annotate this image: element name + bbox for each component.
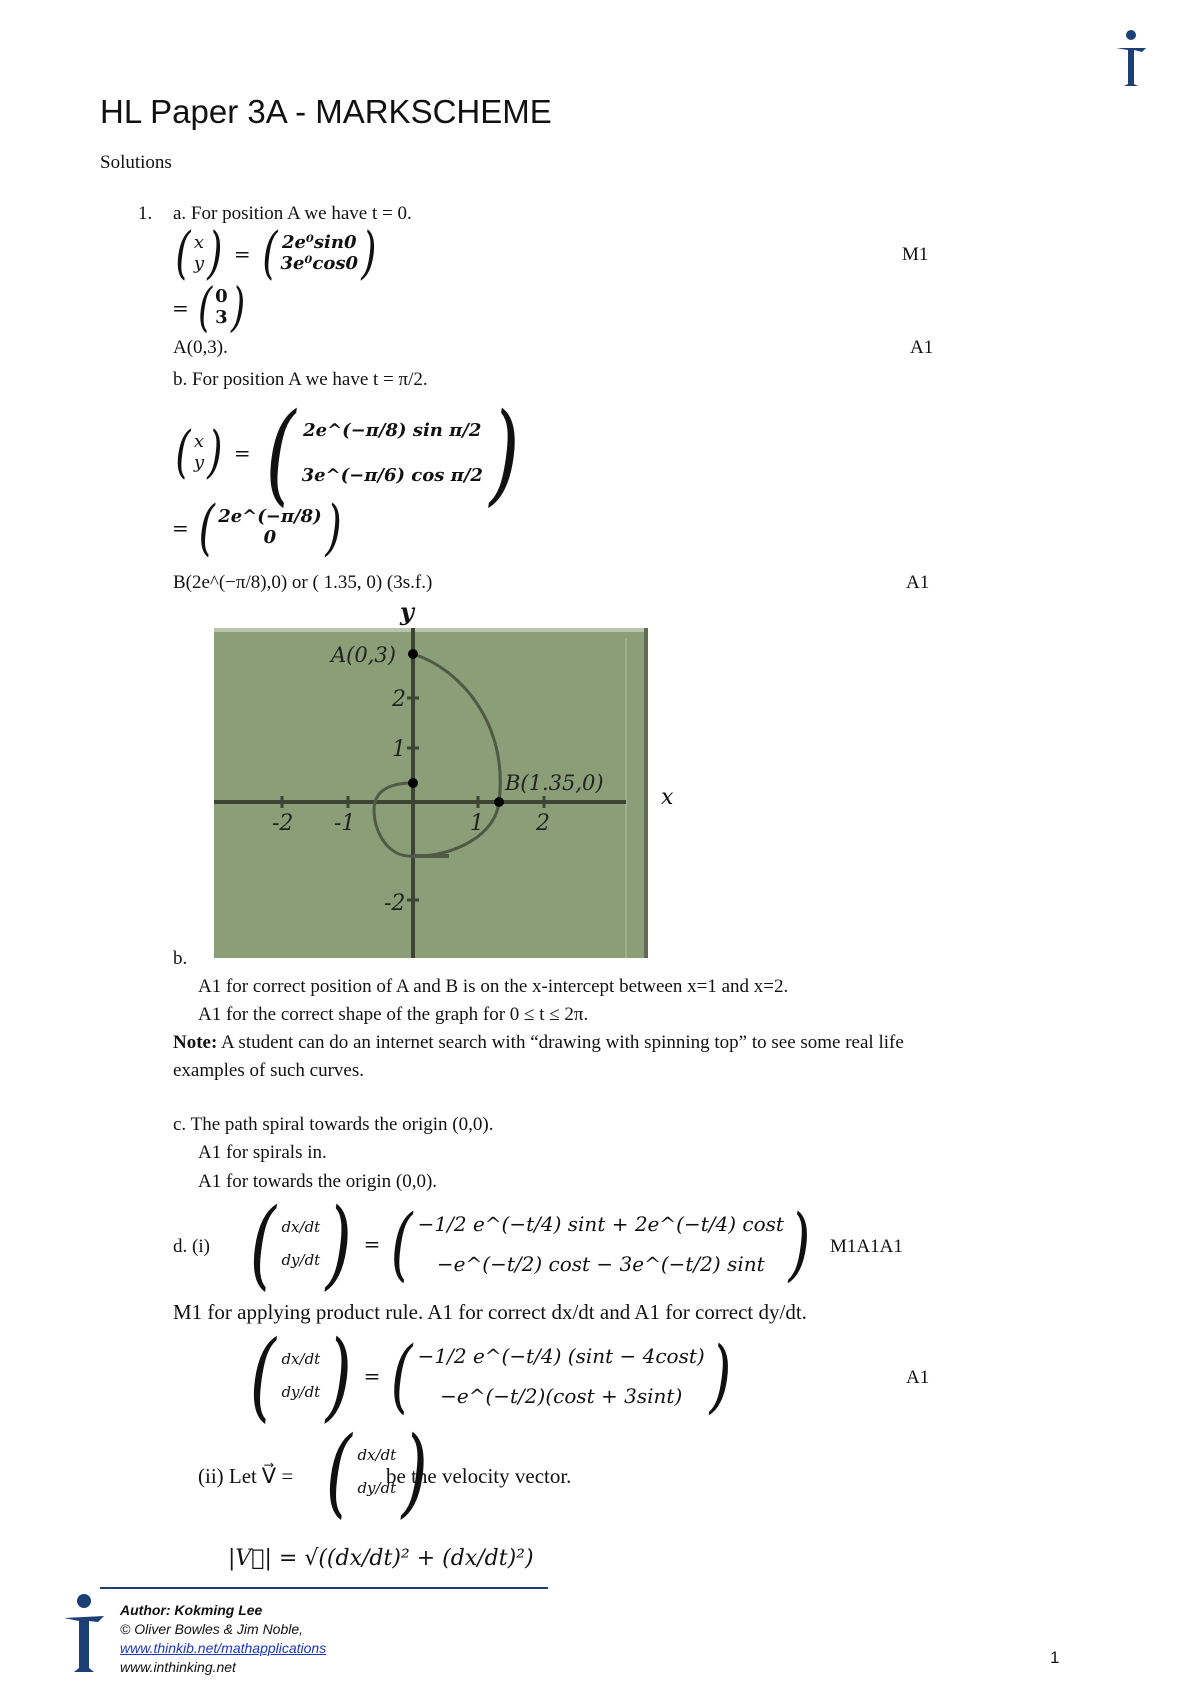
graph-y-label: y	[400, 597, 414, 626]
graph-point-b-label: B(1.35,0)	[505, 771, 604, 795]
mark-a1-b: A1	[906, 572, 930, 593]
part-a-result: = ( 0 3 )	[172, 278, 245, 338]
part-dii-label: (ii) Let V⃗ =	[198, 1464, 294, 1488]
y-tick-label: 2	[392, 687, 406, 712]
vector-rhs-y: 3e⁰cos0	[280, 253, 358, 274]
point-b-text: B(2e^(−π/8),0) or ( 1.35, 0) (3s.f.)	[173, 572, 433, 593]
vector-rhs-x: 2e⁰sin0	[282, 232, 357, 254]
spiral-graph	[214, 628, 648, 958]
mark-m1: M1	[902, 244, 929, 265]
part-d-simplified: ( dx/dt dy/dt ) = ( −1/2 e^(−t/4) (sint − 4cost) −e^(−t/2)(cost + 3sint) )	[249, 1320, 732, 1432]
part-a-equation: ( x y ) = ( 2e⁰sin0 3e⁰cos0 )	[175, 221, 377, 286]
footer-thinking-person-logo-icon	[60, 1592, 108, 1674]
part-c-text: c. The path spiral towards the origin (0,0).	[173, 1114, 494, 1135]
c-mark-1: A1 for spirals in.	[198, 1142, 327, 1163]
origin-marker	[408, 778, 418, 788]
graph-x-label: x	[661, 785, 674, 810]
thinking-person-logo-icon	[1112, 28, 1150, 88]
mark-m1a1a1: M1A1A1	[830, 1236, 903, 1257]
part-d-explanation: M1 for applying product rule. A1 for correct dx/dt and A1 for correct dy/dt.	[173, 1300, 807, 1324]
b-note-1: A1 for correct position of A and B is on the x-intercept between x=1 and x=2.	[198, 976, 789, 997]
question-number: 1.	[138, 203, 153, 224]
vector-x: x	[193, 232, 205, 254]
mark-a1-d: A1	[906, 1367, 930, 1388]
y-tick-label: 1	[392, 737, 406, 762]
page-subtitle: Solutions	[100, 152, 172, 173]
mark-a1-a: A1	[910, 337, 934, 358]
b-vector-rhs-y: 3e^(−π/6) cos π/2	[301, 465, 483, 486]
point-b-marker	[494, 797, 504, 807]
part-b-label: b.	[173, 948, 188, 969]
note-line-2: examples of such curves.	[173, 1060, 364, 1081]
x-tick-label: 2	[536, 811, 550, 836]
part-d-equation: ( dx/dt dy/dt ) = ( −1/2 e^(−t/4) sint + 2e^(−t/4) cost −e^(−t/2) cost − 3e^(−t/2) sint )	[249, 1188, 811, 1300]
x-tick-label: 1	[470, 811, 484, 836]
y-tick-label: -2	[384, 891, 406, 916]
footer-text	[120, 1601, 326, 1677]
b-note-2: A1 for the correct shape of the graph for 0 ≤ t ≤ 2π.	[198, 1004, 589, 1025]
footer-link-inthinking[interactable]: www.inthinking.net	[120, 1659, 236, 1675]
note-line-1: Note: A student can do an internet search with “drawing with spinning top” to see some real life	[173, 1032, 904, 1053]
footer-copyright: © Oliver Bowles & Jim Noble,	[120, 1621, 304, 1637]
footer-link-mathapplications[interactable]: www.thinkib.net/mathapplications	[120, 1640, 327, 1656]
footer-author: Author: Kokming Lee	[120, 1602, 263, 1618]
part-dii-text: be the velocity vector.	[386, 1464, 572, 1488]
footer-divider	[100, 1587, 548, 1589]
part-b-result: = ( 2e^(−π/8) 0 )	[172, 493, 342, 563]
page-number: 1	[1050, 1648, 1060, 1667]
b-vector-rhs-x: 2e^(−π/8) sin π/2	[303, 420, 482, 441]
graph-point-a-label: A(0,3)	[331, 643, 396, 667]
part-d-label: d. (i)	[173, 1236, 210, 1257]
x-tick-label: -1	[334, 811, 356, 836]
point-a-marker	[408, 649, 418, 659]
velocity-vector: ( dx/dt dy/dt )	[325, 1416, 429, 1528]
velocity-magnitude: |V⃗| = √((dx/dt)² + (dx/dt)²)	[228, 1546, 534, 1571]
part-b-intro: b. For position A we have t = π/2.	[173, 369, 428, 390]
vector-y: y	[193, 253, 205, 274]
x-tick-label: -2	[272, 811, 294, 836]
part-a-intro: a. For position A we have t = 0.	[173, 203, 412, 224]
page-title: HL Paper 3A - MARKSCHEME	[100, 93, 552, 130]
point-a-text: A(0,3).	[173, 337, 228, 358]
c-mark-2: A1 for towards the origin (0,0).	[198, 1171, 438, 1192]
part-b-equation: ( x y ) = ( 2e^(−π/8) sin π/2 3e^(−π/6) cos π/2 )	[175, 389, 520, 517]
